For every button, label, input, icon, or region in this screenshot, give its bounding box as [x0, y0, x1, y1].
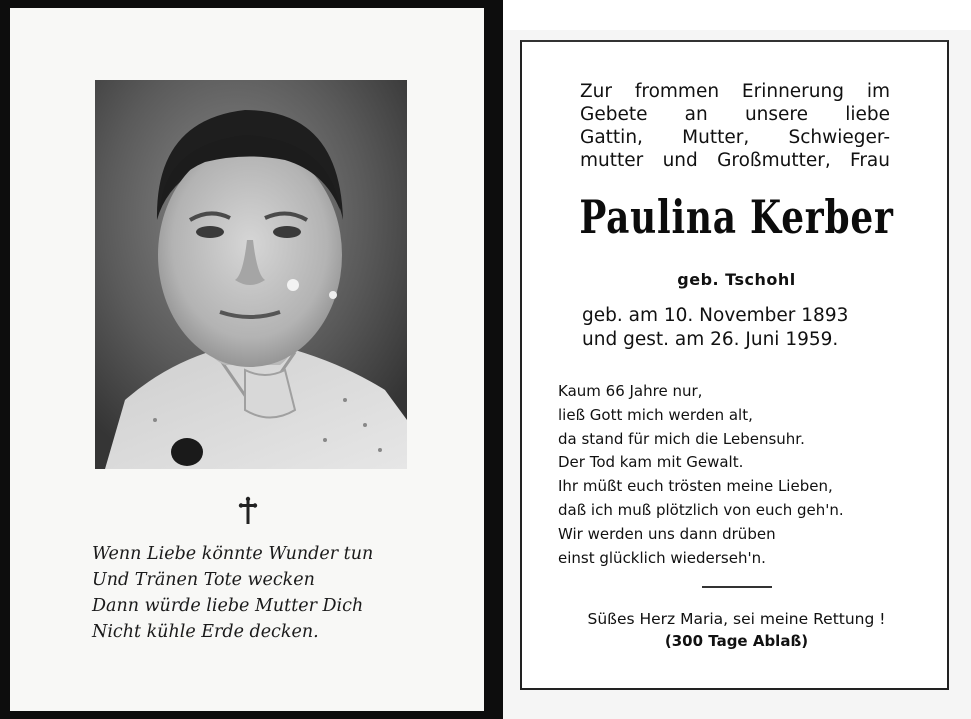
verse-line: einst glücklich wiederseh'n. [558, 548, 766, 567]
verse-line: da stand für mich die Lebensuhr. [558, 429, 805, 448]
divider-line [702, 586, 772, 588]
maiden-name: geb. Tschohl [677, 270, 796, 289]
right-card [503, 0, 971, 719]
scan-margin [503, 0, 971, 30]
poem-line: Dann würde liebe Mutter Dich [92, 596, 364, 616]
verse-line: Wir werden uns dann drüben [558, 524, 776, 543]
indulgence-text: (300 Tage Ablaß) [664, 632, 809, 650]
poem-line: Wenn Liebe könnte Wunder tun [92, 544, 374, 564]
intro-line: Gattin, Mutter, Schwieger- [580, 127, 890, 148]
poem-line: Und Tränen Tote wecken [92, 570, 315, 590]
text-frame [520, 40, 949, 690]
memorial-poem [92, 541, 472, 645]
life-dates [582, 304, 902, 352]
verse-line: ließ Gott mich werden alt, [558, 405, 753, 424]
verse-line: Ihr müßt euch trösten meine Lieben, [558, 477, 833, 496]
portrait-photo [95, 80, 407, 469]
left-card [10, 8, 484, 711]
birth-date: geb. am 10. November 1893 [582, 305, 849, 326]
verse-line: Der Tod kam mit Gewalt. [558, 453, 744, 472]
deceased-name: Paulina Kerber [579, 190, 894, 244]
prayer-text: Süßes Herz Maria, sei meine Rettung ! [587, 610, 886, 628]
verse-line: Kaum 66 Jahre nur, [558, 382, 703, 400]
verse-line: daß ich muß plötzlich von euch geh'n. [558, 500, 844, 519]
intro-line: mutter und Großmutter, Frau [580, 150, 890, 171]
intro-line: Gebete an unsere liebe [580, 104, 890, 125]
memorial-verse [558, 380, 948, 570]
death-date: und gest. am 26. Juni 1959. [582, 329, 839, 350]
cross-icon [238, 496, 258, 526]
intro-text [580, 80, 890, 172]
portrait-illustration [95, 80, 407, 469]
intro-line: Zur frommen Erinnerung im [580, 81, 890, 102]
poem-line: Nicht kühle Erde decken. [92, 622, 319, 642]
